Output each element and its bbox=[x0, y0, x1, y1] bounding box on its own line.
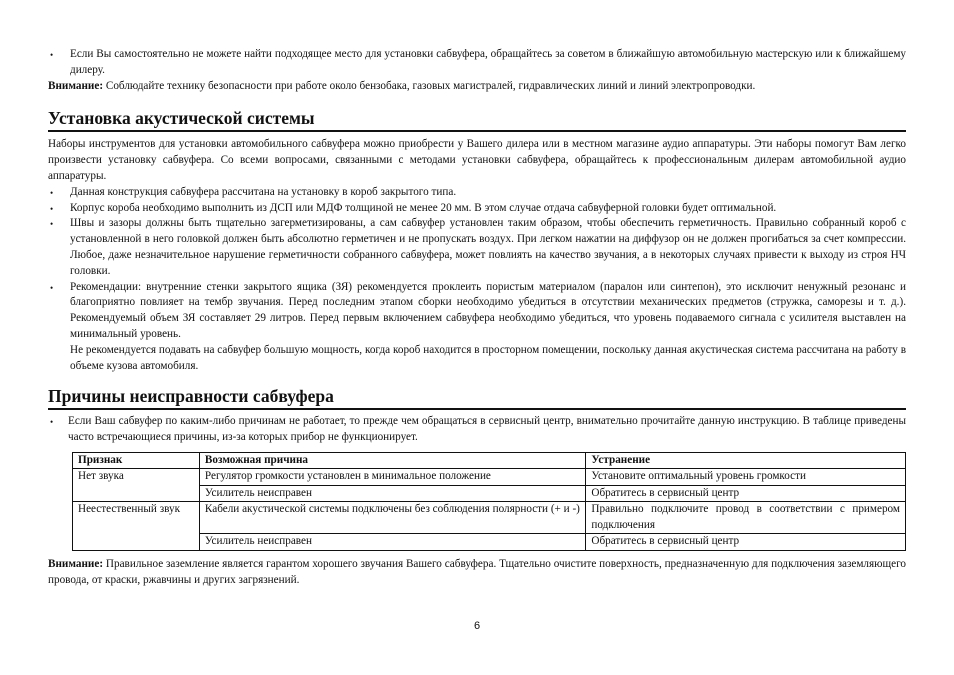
table-cell-fix: Установите оптимальный уровень громкости bbox=[586, 469, 906, 486]
installation-bullet-3: • Швы и зазоры должны быть тщательно загерметизированы, а сам сабвуфер установлен таким образом, чтобы обеспечить герметичность. Правильно собранный короб с установленной в него головкой должен быть абсолютно герметичен и не пропускать воздух. При легком нажатии на диффузор он не должен прогибаться за счет компрессии. Любое, даже незначительное нарушение герметичности собранного сабвуфера, может повлиять на качество звучания, а в некоторых случаях привести к выходу из строя НЧ головки. bbox=[48, 216, 906, 279]
section-title-troubleshooting: Причины неисправности сабвуфера bbox=[48, 385, 906, 410]
table-row bbox=[73, 469, 906, 486]
table-cell-cause: Кабели акустической системы подключены без соблюдения полярности (+ и -) bbox=[199, 502, 585, 534]
intro-bullet: • Если Вы самостоятельно не можете найти подходящее место для установки сабвуфера, обращайтесь за советом в ближайшую автомобильную мастерскую или к ближайшему дилеру. bbox=[48, 47, 906, 79]
section-title-installation: Установка акустической системы bbox=[48, 107, 906, 132]
table-cell-fix: Обратитесь в сервисный центр bbox=[586, 534, 906, 551]
installation-bullet-1: • Данная конструкция сабвуфера рассчитана на установку в короб закрытого типа. bbox=[48, 185, 906, 201]
table-cell-fix: Правильно подключите провод в соответствии с примером подключения bbox=[586, 502, 906, 534]
table-header-symptom: Признак bbox=[73, 452, 200, 469]
intro-warning bbox=[48, 79, 906, 95]
table-cell-cause: Усилитель неисправен bbox=[199, 485, 585, 502]
troubleshooting-warning-text: Правильное заземление является гарантом хорошего звучания Вашего сабвуфера. Тщательно очистите поверхность, предназначенную для подключения заземляющего провода, от краски, ржавчины и других загрязнений. bbox=[48, 557, 906, 586]
table-header-fix: Устранение bbox=[586, 452, 906, 469]
intro-warning-label: Внимание: bbox=[48, 79, 104, 92]
installation-continuation: Не рекомендуется подавать на сабвуфер большую мощность, когда короб находится в просторном помещении, поскольку данная акустическая система рассчитана на работу в объеме кузова автомобиля. bbox=[70, 343, 906, 372]
troubleshooting-table bbox=[72, 452, 906, 551]
troubleshooting-bullet: • Если Ваш сабвуфер по каким-либо причинам не работает, то прежде чем обращаться в сервисный центр, внимательно прочитайте данную инструкцию. В таблице приведены часто встречающиеся причины, из-за которых прибор не функционирует. bbox=[48, 414, 906, 446]
table-cell-fix: Обратитесь в сервисный центр bbox=[586, 485, 906, 502]
intro-warning-text: Соблюдайте технику безопасности при работе около бензобака, газовых магистралей, гидравлических линий и линий электропроводки. bbox=[103, 79, 756, 92]
table-cell-symptom: Нет звука bbox=[73, 469, 200, 502]
troubleshooting-warning bbox=[48, 557, 906, 589]
troubleshooting-warning-label: Внимание: bbox=[48, 557, 104, 570]
page-number: 6 bbox=[473, 620, 481, 632]
installation-bullet-2: • Корпус короба необходимо выполнить из ДСП или МДФ толщиной не менее 20 мм. В этом случае отдача сабвуферной головки будет оптимальной. bbox=[48, 201, 906, 217]
table-cell-cause: Усилитель неисправен bbox=[199, 534, 585, 551]
table-header-cause: Возможная причина bbox=[199, 452, 585, 469]
installation-bullet-4: • Рекомендации: внутренние стенки закрытого ящика (ЗЯ) рекомендуется проклеить пористым материалом (паралон или синтепон), это исключит ненужный резонанс и благоприятно повлияет на тембр звучания. Перед последним этапом сборки необходимо убедиться в отсутствии механических предметов (стружка, саморезы и т. д.). Рекомендуемый объем ЗЯ составляет 29 литров. Перед первым включением сабвуфера необходимо убедиться, что уровень подаваемого сигнала с усилителя выставлен на минимальный уровень. bbox=[48, 280, 906, 343]
table-header-row bbox=[73, 452, 906, 469]
document-page bbox=[48, 47, 906, 589]
table-row bbox=[73, 502, 906, 534]
table-cell-symptom: Неестественный звук bbox=[73, 502, 200, 551]
installation-paragraph: Наборы инструментов для установки автомобильного сабвуфера можно приобрести у Вашего дилера или в местном магазине аудио аппаратуры. Эти наборы помогут Вам легко произвести установку сабвуфера. Со всеми вопросами, связанными с методами установки сабвуфера, обращайтесь к профессиональным дилерам автомобильной аудио аппаратуры. bbox=[48, 138, 906, 182]
table-cell-cause: Регулятор громкости установлен в минимальное положение bbox=[199, 469, 585, 486]
